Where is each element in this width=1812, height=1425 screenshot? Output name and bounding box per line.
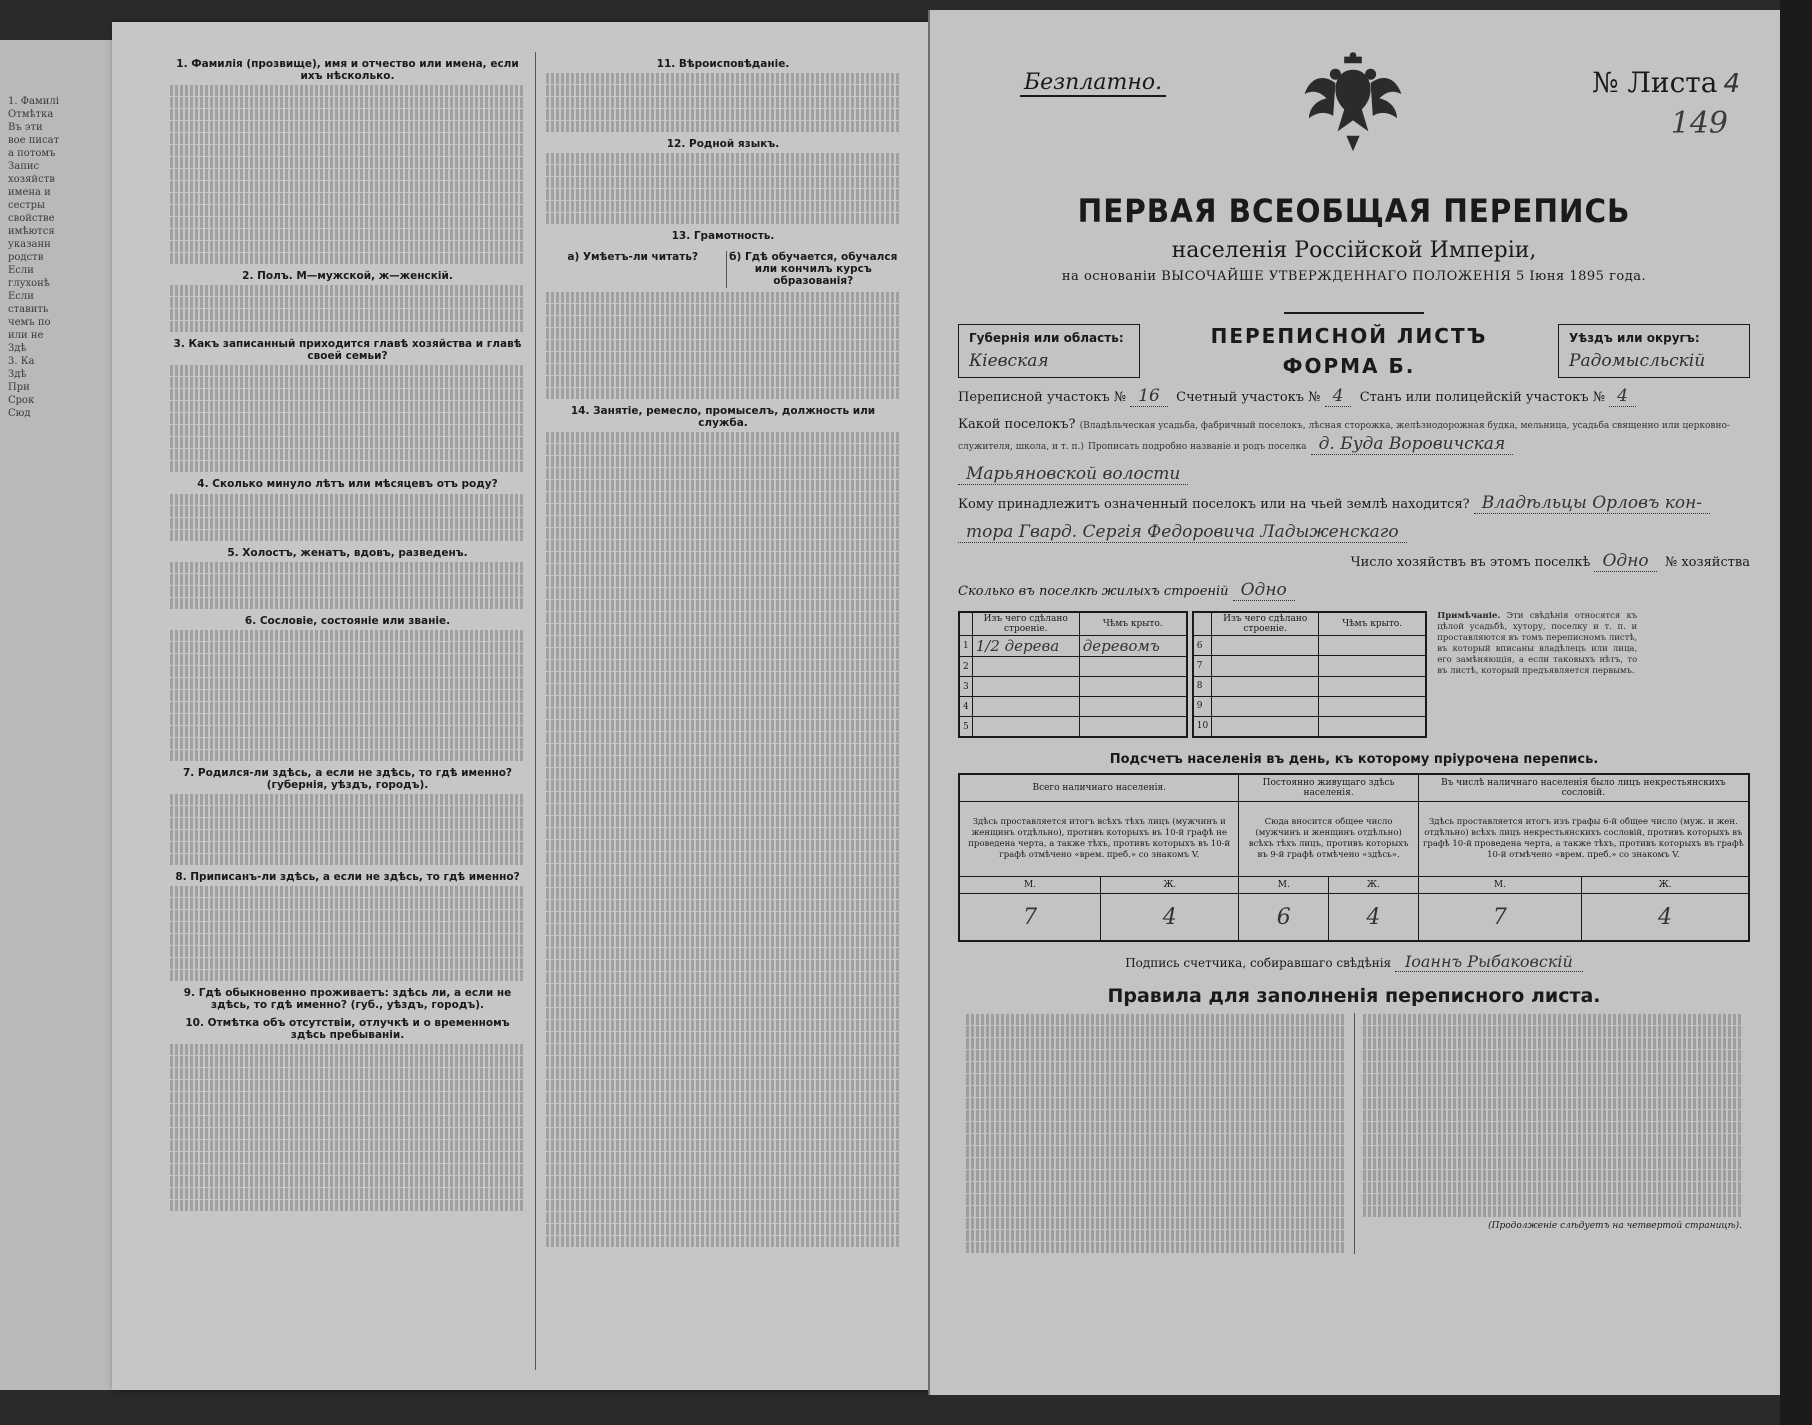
column-header: Въ числѣ наличнаго населенія было лицъ некрестьянскихъ сословій. [1418, 774, 1749, 802]
column-note: Сюда вносится общее число (мужчинъ и женщинъ отдѣльно) всѣхъ тѣхъ лицъ, противъ которыхъ въ 9-й графѣ отмѣчено «здѣсь». [1239, 802, 1418, 877]
rules-title: Правила для заполненія переписного листа. [1107, 985, 1601, 1007]
material-cell [972, 677, 1079, 697]
column-header: Изъ чего сдѣлано строеніе. [972, 612, 1079, 636]
roof-cell [1319, 716, 1427, 737]
household-number-label: № хозяйства [1664, 555, 1750, 570]
census-area-value: 16 [1130, 386, 1168, 407]
roof-cell [1079, 677, 1187, 697]
instruction-heading: 14. Занятіе, ремесло, промыселъ, должность или служба. [570, 404, 876, 429]
rules-text [958, 1013, 1750, 1254]
instruction-heading: б) Гдѣ обучается, обучался или кончилъ курсъ образованія? [726, 251, 901, 287]
total-female-value: 4 [1101, 894, 1239, 942]
non-peasant-female-value: 4 [1582, 894, 1749, 942]
settlement-hint: (Владѣльческая усадьба, фабричный поселокъ, лѣсная сторожка, желѣзнодорожная будка, мельница, усадьба священно или церковно-служителя, школа, и т. п.) [958, 421, 1730, 452]
title-divider [1284, 312, 1424, 314]
count-area-value: 4 [1325, 386, 1352, 407]
instruction-heading: 11. Вѣроисповѣданіе. [656, 58, 790, 70]
roof-cell: деревомъ [1079, 636, 1187, 657]
instruction-heading: 6. Сословіе, состояніе или званіе. [244, 614, 451, 627]
column-header: Чѣмъ крыто. [1319, 612, 1427, 636]
settlement-label: Какой поселокъ? [958, 417, 1076, 432]
table-row [1193, 676, 1426, 696]
resident-male-value: 6 [1239, 894, 1329, 942]
instruction-heading: 13. Грамотность. [671, 230, 775, 243]
district-box [1558, 324, 1750, 378]
camp-value: 4 [1609, 386, 1636, 407]
camp-label: Станъ или полицейскій участокъ № [1359, 390, 1606, 405]
table-row [1193, 716, 1426, 737]
buildings-note [1427, 611, 1637, 738]
row-number: 9 [1193, 696, 1212, 716]
male-header: М. [1418, 877, 1581, 894]
instructions-column-left [160, 52, 535, 1370]
owner-value-2: тора Гвард. Сергія Федоровича Ладыженскаго [958, 522, 1407, 543]
instruction-heading: 1. Фамилія (прозвище), имя и отчество или имена, если ихъ нѣсколько. [176, 58, 519, 83]
page-title: ПЕРВАЯ ВСЕОБЩАЯ ПЕРЕПИСЬ [1077, 192, 1631, 230]
roof-cell [1079, 657, 1187, 677]
volost-value: Марьяновской волости [958, 464, 1188, 485]
owner-label: Кому принадлежитъ означенный поселокъ или на чьей землѣ находится? [958, 497, 1470, 512]
buildings-table-right [1192, 611, 1427, 738]
households-label: Число хозяйствъ въ этомъ поселкѣ [1350, 555, 1591, 570]
instruction-heading: а) Умѣетъ-ли читать? [567, 251, 699, 264]
district-value: Радомысльскій [1569, 351, 1706, 371]
instruction-heading: 10. Отмѣтка объ отсутствіи, отлучкѣ и о временномъ здѣсь пребываніи. [185, 1017, 510, 1042]
count-area-label: Счетный участокъ № [1176, 390, 1321, 405]
material-cell [972, 697, 1079, 717]
table-row [959, 636, 1187, 657]
row-number: 5 [959, 717, 972, 738]
instruction-heading: 2. Полъ. М—мужской, ж—женскій. [242, 270, 453, 283]
province-box [958, 324, 1140, 378]
buildings-value: Одно [1233, 580, 1295, 601]
material-cell [1212, 716, 1319, 737]
column-header: Постоянно живущаго здѣсь населенія. [1239, 774, 1418, 802]
double-headed-eagle-emblem-icon [1298, 50, 1408, 160]
census-area-label: Переписной участокъ № [958, 390, 1127, 405]
table-row [959, 697, 1187, 717]
material-cell [972, 657, 1079, 677]
buildings-label: Сколько въ поселкѣ жилыхъ строеній [958, 584, 1229, 599]
material-cell [1212, 656, 1319, 676]
note-text: Эти свѣдѣнія относятся къ цѣлой усадьбѣ, хутору, поселку и т. п. и проставляются въ томъ переписномъ листѣ, въ который вписаны владѣлецъ или лица, его замѣняющія, а если таковыхъ нѣтъ, то въ листѣ, который предъявляется первымъ. [1437, 611, 1638, 676]
households-line [958, 552, 1750, 572]
column-header: Всего наличнаго населенія. [959, 774, 1239, 802]
instructions-page [112, 22, 932, 1390]
material-cell [1212, 696, 1319, 716]
roof-cell [1319, 636, 1427, 656]
row-number: 1 [959, 636, 972, 657]
archive-stamp-number: 149 [1670, 106, 1728, 141]
table-row [1193, 656, 1426, 676]
column-note: Здѣсь проставляется итогъ изъ графы 6-й общее число (муж. и жен. отдѣльно) всѣхъ лицъ некрестьянскихъ сословій, противъ которыхъ въ графѣ 10-й проведена черта, а также тѣхъ, противъ которыхъ въ графѣ 10-й отмѣчено «врем. преб.» со знакомъ V. [1418, 802, 1749, 877]
table-row [959, 677, 1187, 697]
column-header: Изъ чего сдѣлано строеніе. [1212, 612, 1319, 636]
population-count-table [958, 773, 1750, 942]
enumerator-signature [958, 952, 1750, 971]
free-label: Безплатно. [1020, 70, 1166, 97]
instructions-column-right [535, 52, 910, 1370]
signature-value: Іоаннъ Рыбаковскій [1395, 952, 1583, 972]
instruction-heading: 7. Родился-ли здѣсь, а если не здѣсь, то гдѣ именно? (губернія, уѣздъ, городъ). [182, 766, 513, 791]
material-cell [972, 717, 1079, 738]
instruction-heading: 3. Какъ записанный приходится главѣ хозяйства и главѣ своей семьи? [173, 338, 522, 363]
row-number: 6 [1193, 636, 1212, 656]
non-peasant-male-value: 7 [1418, 894, 1581, 942]
settlement-hint-2: Прописать подробно названіе и родъ поселка [1088, 442, 1307, 452]
form-name: ПЕРЕПИСНОЙ ЛИСТЪ [1210, 324, 1488, 348]
table-row [959, 657, 1187, 677]
buildings-table-left [958, 611, 1188, 738]
roof-cell [1319, 656, 1427, 676]
table-row [959, 717, 1187, 738]
row-number: 8 [1193, 676, 1212, 696]
owner-line-2 [958, 523, 1750, 543]
roof-cell [1319, 676, 1427, 696]
roof-cell [1079, 717, 1187, 738]
row-number: 3 [959, 677, 972, 697]
female-header: Ж. [1101, 877, 1239, 894]
table-row [1193, 696, 1426, 716]
resident-female-value: 4 [1329, 894, 1419, 942]
buildings-line [958, 581, 1750, 601]
continuation-note: (Продолженіе слѣдуетъ на четвертой страницѣ). [1488, 1221, 1742, 1231]
row-number: 10 [1193, 716, 1212, 737]
roof-cell [1319, 696, 1427, 716]
owner-value: Владѣльцы Орловъ кон- [1474, 493, 1710, 514]
settlement-line [958, 416, 1750, 456]
row-number: 7 [1193, 656, 1212, 676]
sheet-number [1592, 66, 1740, 99]
instruction-heading: 4. Сколько минуло лѣтъ или мѣсяцевъ отъ роду? [197, 478, 498, 491]
census-sheet-page [928, 10, 1780, 1395]
roof-cell [1079, 697, 1187, 717]
owner-line [958, 494, 1750, 514]
female-header: Ж. [1329, 877, 1419, 894]
district-label: Уѣздъ или округъ: [1569, 331, 1700, 345]
underlying-page-edge: 1. Фамилі Отмѣтка Въ эти вое писат а потомъ Запис хозяйств имена и сестры свойстве имѣются указанн родств Если глухонѣ Если ставить чемъ по или не Здѣ 3. Ка Здѣ При Срок Сюд [0, 40, 125, 1390]
female-header: Ж. [1582, 877, 1749, 894]
male-header: М. [1239, 877, 1329, 894]
instruction-heading: 12. Родной языкъ. [666, 138, 780, 151]
column-note: Здѣсь проставляется итогъ всѣхъ тѣхъ лицъ (мужчинъ и женщинъ отдѣльно), противъ которыхъ въ 10-й графѣ не проведена черта, а также тѣхъ, противъ которыхъ въ 10-й графѣ отмѣчено «врем. преб.» со знакомъ V. [959, 802, 1239, 877]
households-value: Одно [1594, 551, 1656, 572]
scan-background-edge [1780, 0, 1812, 1425]
table-row [1193, 636, 1426, 656]
sheet-number-label: № Листа [1592, 66, 1718, 99]
province-value: Кіевская [969, 351, 1049, 371]
legal-basis: на основаніи ВЫСОЧАЙШЕ УТВЕРЖДЕННАГО ПОЛОЖЕНІЯ 5 Іюня 1895 года. [1061, 269, 1647, 284]
row-number: 4 [959, 697, 972, 717]
material-cell [1212, 636, 1319, 656]
instruction-heading: 8. Приписанъ-ли здѣсь, а если не здѣсь, то гдѣ именно? [175, 870, 520, 883]
material-cell [1212, 676, 1319, 696]
male-header: М. [959, 877, 1101, 894]
row-number: 2 [959, 657, 972, 677]
volost-line [958, 465, 1750, 485]
signature-label: Подпись счетчика, собиравшаго свѣдѣнія [1125, 956, 1392, 970]
sheet-number-handwritten: 4 [1723, 69, 1740, 99]
note-title: Примѣчаніе. [1437, 611, 1501, 621]
total-male-value: 7 [959, 894, 1101, 942]
province-label: Губернія или область: [969, 331, 1124, 345]
settlement-value: д. Буда Воровичская [1311, 434, 1514, 455]
area-numbers-line [958, 387, 1750, 407]
page-subtitle: населенія Россійской Имперіи, [1171, 238, 1537, 263]
form-type: ФОРМА Б. [1282, 354, 1416, 378]
population-count-title: Подсчетъ населенія въ день, къ которому пріурочена перепись. [1109, 752, 1599, 767]
instruction-heading: 9. Гдѣ обыкновенно проживаетъ: здѣсь ли, а если не здѣсь, то гдѣ именно? (губ., уѣздъ, городъ). [183, 987, 512, 1012]
instruction-heading: 5. Холостъ, женатъ, вдовъ, разведенъ. [227, 546, 468, 559]
material-cell: 1/2 дерева [972, 636, 1079, 657]
column-header: Чѣмъ крыто. [1079, 612, 1187, 636]
